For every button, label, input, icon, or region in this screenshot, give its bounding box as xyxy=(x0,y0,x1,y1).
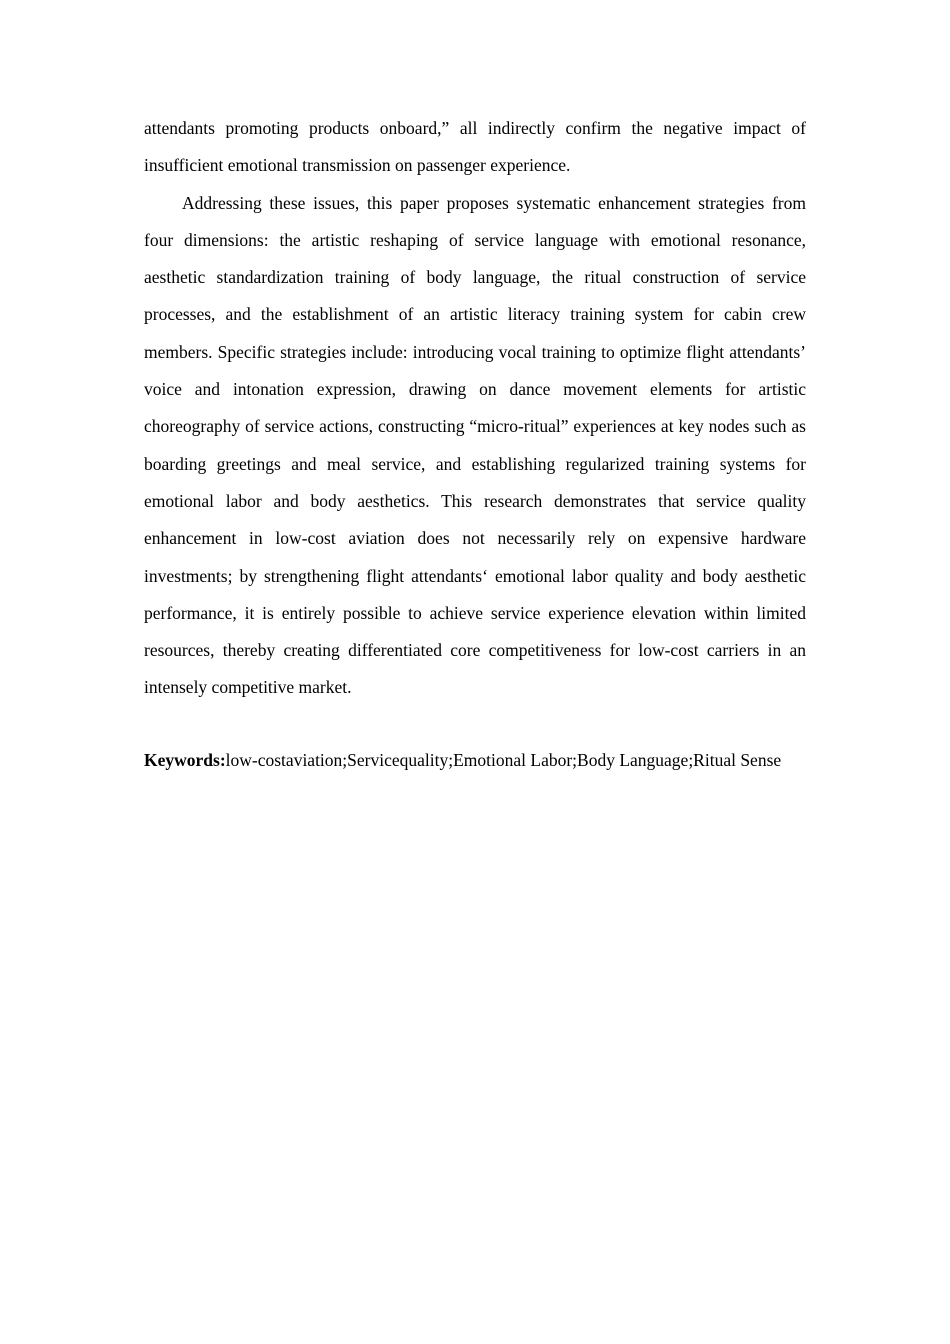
keywords-value: low-costaviation;Servicequality;Emotional Labor;Body Language;Ritual Sense xyxy=(225,749,782,770)
keywords-label: Keywords: xyxy=(144,749,226,770)
paragraph-strategies: Addressing these issues, this paper proposes systematic enhancement strategies from four dimensions: the artistic reshaping of service language with emotional resonance, aesthetic standardization training of body language, the ritual construction of service processes, and the establishment of an artistic literacy training system for cabin crew members. Specific strategies include: introducing vocal training to optimize flight attendants’ voice and intonation expression, drawing on dance movement elements for artistic choreography of service actions, constructing “micro-ritual” experiences at key nodes such as boarding greetings and meal service, and establishing regularized training systems for emotional labor and body aesthetics. This research demonstrates that service quality enhancement in low-cost aviation does not necessarily rely on expensive hardware investments; by strengthening flight attendants‘ emotional labor quality and body aesthetic performance, it is entirely possible to achieve service experience elevation within limited resources, thereby creating differentiated core competitiveness for low-cost carriers in an intensely competitive market. xyxy=(144,192,806,698)
abstract-body xyxy=(144,110,806,779)
keywords-line xyxy=(144,742,806,779)
paragraph-continuation: attendants promoting products onboard,” all indirectly confirm the negative impact of insufficient emotional transmission on passenger experience. xyxy=(144,118,806,176)
